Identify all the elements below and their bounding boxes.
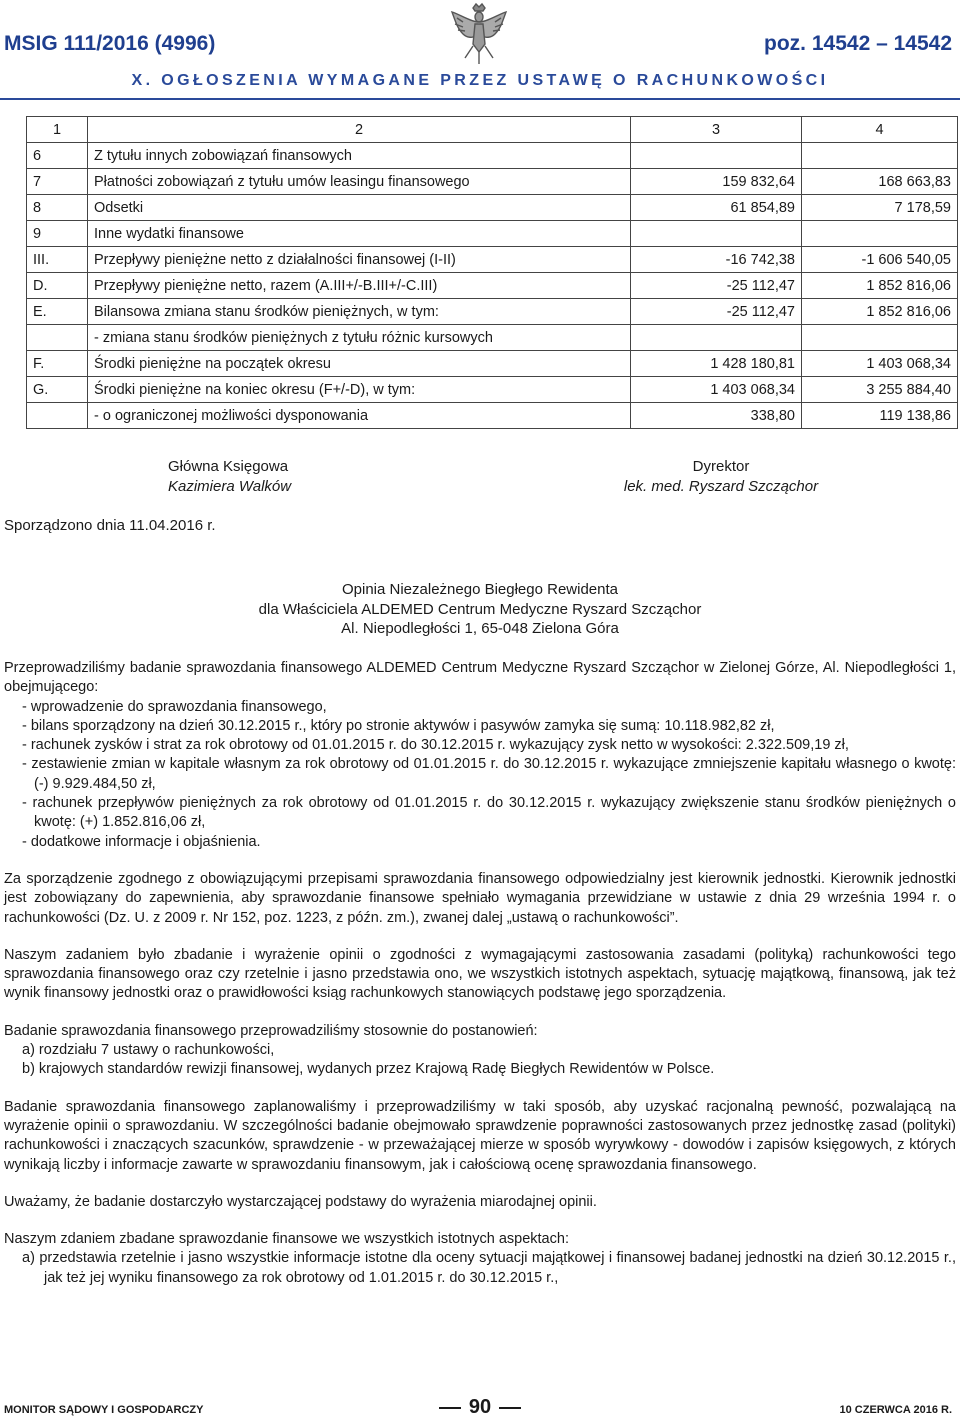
issue-number: MSIG 111/2016 (4996) xyxy=(4,32,216,55)
scope-list xyxy=(4,698,956,852)
row-label: Środki pieniężne na początek okresu xyxy=(88,351,631,377)
row-label: Odsetki xyxy=(88,195,631,221)
row-label: Przepływy pieniężne netto z działalności finansowej (I-II) xyxy=(88,247,631,273)
page-header xyxy=(0,0,960,98)
row-number: F. xyxy=(27,351,88,377)
position-number: poz. 14542 – 14542 xyxy=(764,32,952,55)
paragraph-responsibility: Za sporządzenie zgodnego z obowiązującymi przepisami sprawozdania finansowego odpowiedzialny jest kierownik jednostki. Kierownik jednostki jest zobowiązany do zapewnienia, aby sprawozdanie finansowe spełniało wymagania przewidziane w ustawie z dnia 29 września 1994 r. o rachunkowości (Dz. U. z 2009 r. Nr 152, poz. 1223, z późn. zm.), zwanej dalej „ustawą o rachunkowości”. xyxy=(4,870,956,926)
table-row xyxy=(27,325,958,351)
col-header-4: 4 xyxy=(802,117,958,143)
row-value-current xyxy=(802,221,958,247)
paragraph-planning: Badanie sprawozdania finansowego zaplanowaliśmy i przeprowadziliśmy w taki sposób, aby uzyskać racjonalną pewność, pozwalającą na wyrażenie opinii o sprawozdaniu. W szczególności badanie obejmowało sprawdzenie poprawności zastosowanych przez jednostkę zasad (polityki) rachunkowości i znaczących szacunków, sprawdzenie - w przeważającej mierze w sposób wyrywkowy - dowodów i zapisów księgowych, z których wynikają liczby i informacje zawarte w sprawozdaniu finansowym, jak i całościową ocenę sprawozdania finansowego. xyxy=(4,1098,956,1173)
table-row xyxy=(27,143,958,169)
row-label: - o ograniczonej możliwości dysponowania xyxy=(88,403,631,429)
list-item: - zestawienie zmian w kapitale własnym za rok obrotowy od 01.01.2015 r. do 30.12.2015 r. wykazujące zmniejszenie kapitału własnego o kwotę: (-) 9.929.484,50 zł, xyxy=(22,756,956,792)
table-row xyxy=(27,299,958,325)
opinion-addressee: dla Właściciela ALDEMED Centrum Medyczne Ryszard Szcząchor xyxy=(258,600,702,618)
row-label: - zmiana stanu środków pieniężnych z tytułu różnic kursowych xyxy=(88,325,631,351)
paragraph-conclusion: Naszym zdaniem zbadane sprawozdanie finansowe we wszystkich istotnych aspektach: xyxy=(4,1231,569,1248)
row-value-current: 168 663,83 xyxy=(802,169,958,195)
row-number: 9 xyxy=(27,221,88,247)
list-item: - rachunek zysków i strat za rok obrotowy od 01.01.2015 r. do 30.12.2015 r. wykazujący zysk netto w wysokości: 2.322.509,19 zł, xyxy=(22,737,849,754)
col-header-1: 1 xyxy=(27,117,88,143)
polish-eagle-emblem-icon xyxy=(449,2,509,68)
table-row xyxy=(27,247,958,273)
table-header-row xyxy=(27,117,958,143)
opinion-title: Opinia Niezależnego Biegłego Rewidenta xyxy=(341,581,618,598)
row-label: Bilansowa zmiana stanu środków pieniężnych, w tym: xyxy=(88,299,631,325)
basis-list xyxy=(4,1041,956,1080)
header-divider xyxy=(0,98,960,100)
signature-director xyxy=(600,457,842,497)
row-value-previous: -25 112,47 xyxy=(631,299,802,325)
accountant-name: Kazimiera Walków xyxy=(168,478,292,495)
page-number xyxy=(430,1396,530,1419)
cash-flow-table xyxy=(26,116,958,429)
publication-name: MONITOR SĄDOWY I GOSPODARCZY xyxy=(4,1404,204,1416)
list-item: - rachunek przepływów pieniężnych za rok obrotowy od 01.01.2015 r. do 30.12.2015 r. wykazujący zwiększenie stanu środków pieniężnych o kwotę: (+) 1.852.816,06 zł, xyxy=(22,795,956,831)
page-dash-left xyxy=(439,1407,461,1409)
row-value-current xyxy=(802,325,958,351)
list-item: a) rozdziału 7 ustawy o rachunkowości, xyxy=(22,1042,275,1059)
row-number: E. xyxy=(27,299,88,325)
prepared-date: Sporządzono dnia 11.04.2016 r. xyxy=(4,517,216,534)
paragraph-task: Naszym zadaniem było zbadanie i wyrażenie opinii o zgodności z wymagającymi zastosowania zasadami (polityką) rachunkowości tego sprawozdania finansowego oraz czy rzetelnie i jasno przedstawia ono, we wszystkich istotnych aspektach, sytuację majątkową, finansową, jak też wynik finansowy jednostki oraz o prawidłowości ksiąg rachunkowych stanowiących podstawę jego sporządzenia. xyxy=(4,946,956,1002)
table-row xyxy=(27,403,958,429)
row-value-current: 1 852 816,06 xyxy=(802,273,958,299)
row-value-current: 7 178,59 xyxy=(802,195,958,221)
row-value-current: -1 606 540,05 xyxy=(802,247,958,273)
row-number: 8 xyxy=(27,195,88,221)
section-title: X. OGŁOSZENIA WYMAGANE PRZEZ USTAWĘ O RACHUNKOWOŚCI xyxy=(131,72,829,89)
row-value-previous xyxy=(631,325,802,351)
list-item: - bilans sporządzony na dzień 30.12.2015 r., który po stronie aktywów i pasywów zamyka się sumą: 10.118.982,82 zł, xyxy=(22,717,775,734)
director-role: Dyrektor xyxy=(692,458,750,475)
page-dash-right xyxy=(499,1407,521,1409)
row-value-previous: 61 854,89 xyxy=(631,195,802,221)
row-label: Środki pieniężne na koniec okresu (F+/-D), w tym: xyxy=(88,377,631,403)
row-value-previous xyxy=(631,143,802,169)
signature-accountant xyxy=(168,457,291,497)
opinion-address: Al. Niepodległości 1, 65-048 Zielona Góra xyxy=(341,620,619,637)
table-row xyxy=(27,221,958,247)
row-value-previous: 1 403 068,34 xyxy=(631,377,802,403)
row-value-current: 1 852 816,06 xyxy=(802,299,958,325)
row-number: III. xyxy=(27,247,88,273)
table-row xyxy=(27,195,958,221)
accountant-role: Główna Księgowa xyxy=(168,458,289,475)
row-value-previous xyxy=(631,221,802,247)
col-header-2: 2 xyxy=(88,117,631,143)
table-row xyxy=(27,169,958,195)
paragraph-basis: Badanie sprawozdania finansowego przeprowadziliśmy stosownie do postanowień: xyxy=(4,1022,538,1039)
table-row xyxy=(27,377,958,403)
page-footer xyxy=(0,1396,960,1422)
row-label: Płatności zobowiązań z tytułu umów leasingu finansowego xyxy=(88,169,631,195)
row-value-previous: 338,80 xyxy=(631,403,802,429)
row-value-previous: 159 832,64 xyxy=(631,169,802,195)
row-value-current: 119 138,86 xyxy=(802,403,958,429)
row-number xyxy=(27,325,88,351)
opinion-body xyxy=(4,659,956,1288)
row-number xyxy=(27,403,88,429)
list-item: b) krajowych standardów rewizji finansowej, wydanych przez Krajową Radę Biegłych Rewidentów w Polsce. xyxy=(22,1061,715,1078)
paragraph-sufficiency: Uważamy, że badanie dostarczyło wystarczającej podstawy do wyrażenia miarodajnej opinii. xyxy=(4,1193,597,1210)
conclusion-list xyxy=(4,1249,956,1288)
publication-date: 10 CZERWCA 2016 R. xyxy=(839,1404,952,1416)
list-item: - wprowadzenie do sprawozdania finansowego, xyxy=(22,698,327,715)
table-row xyxy=(27,351,958,377)
row-value-previous: -16 742,38 xyxy=(631,247,802,273)
row-number: 7 xyxy=(27,169,88,195)
col-header-3: 3 xyxy=(631,117,802,143)
row-number: D. xyxy=(27,273,88,299)
paragraph-scope: Przeprowadziliśmy badanie sprawozdania finansowego ALDEMED Centrum Medyczne Ryszard Szcząchor w Zielonej Górze, Al. Niepodległości 1, obejmującego: xyxy=(4,660,956,696)
row-value-previous: 1 428 180,81 xyxy=(631,351,802,377)
table-row xyxy=(27,273,958,299)
director-name: lek. med. Ryszard Szcząchor xyxy=(623,478,819,495)
row-label: Przepływy pieniężne netto, razem (A.III+/-B.III+/-C.III) xyxy=(88,273,631,299)
page-number-value: 90 xyxy=(468,1396,492,1418)
list-item: a) przedstawia rzetelnie i jasno wszystkie informacje istotne dla oceny sytuacji majątkowej i finansowej badanej jednostki na dzień 30.12.2015 r., jak też jej wyniku finansowego za rok obrotowy od 1.01.2015 r. do 30.12.2015 r., xyxy=(22,1250,956,1286)
opinion-heading xyxy=(0,580,960,639)
row-number: G. xyxy=(27,377,88,403)
row-label: Inne wydatki finansowe xyxy=(88,221,631,247)
row-value-current: 1 403 068,34 xyxy=(802,351,958,377)
row-value-current xyxy=(802,143,958,169)
row-number: 6 xyxy=(27,143,88,169)
row-value-previous: -25 112,47 xyxy=(631,273,802,299)
row-value-current: 3 255 884,40 xyxy=(802,377,958,403)
list-item: - dodatkowe informacje i objaśnienia. xyxy=(22,833,261,850)
row-label: Z tytułu innych zobowiązań finansowych xyxy=(88,143,631,169)
